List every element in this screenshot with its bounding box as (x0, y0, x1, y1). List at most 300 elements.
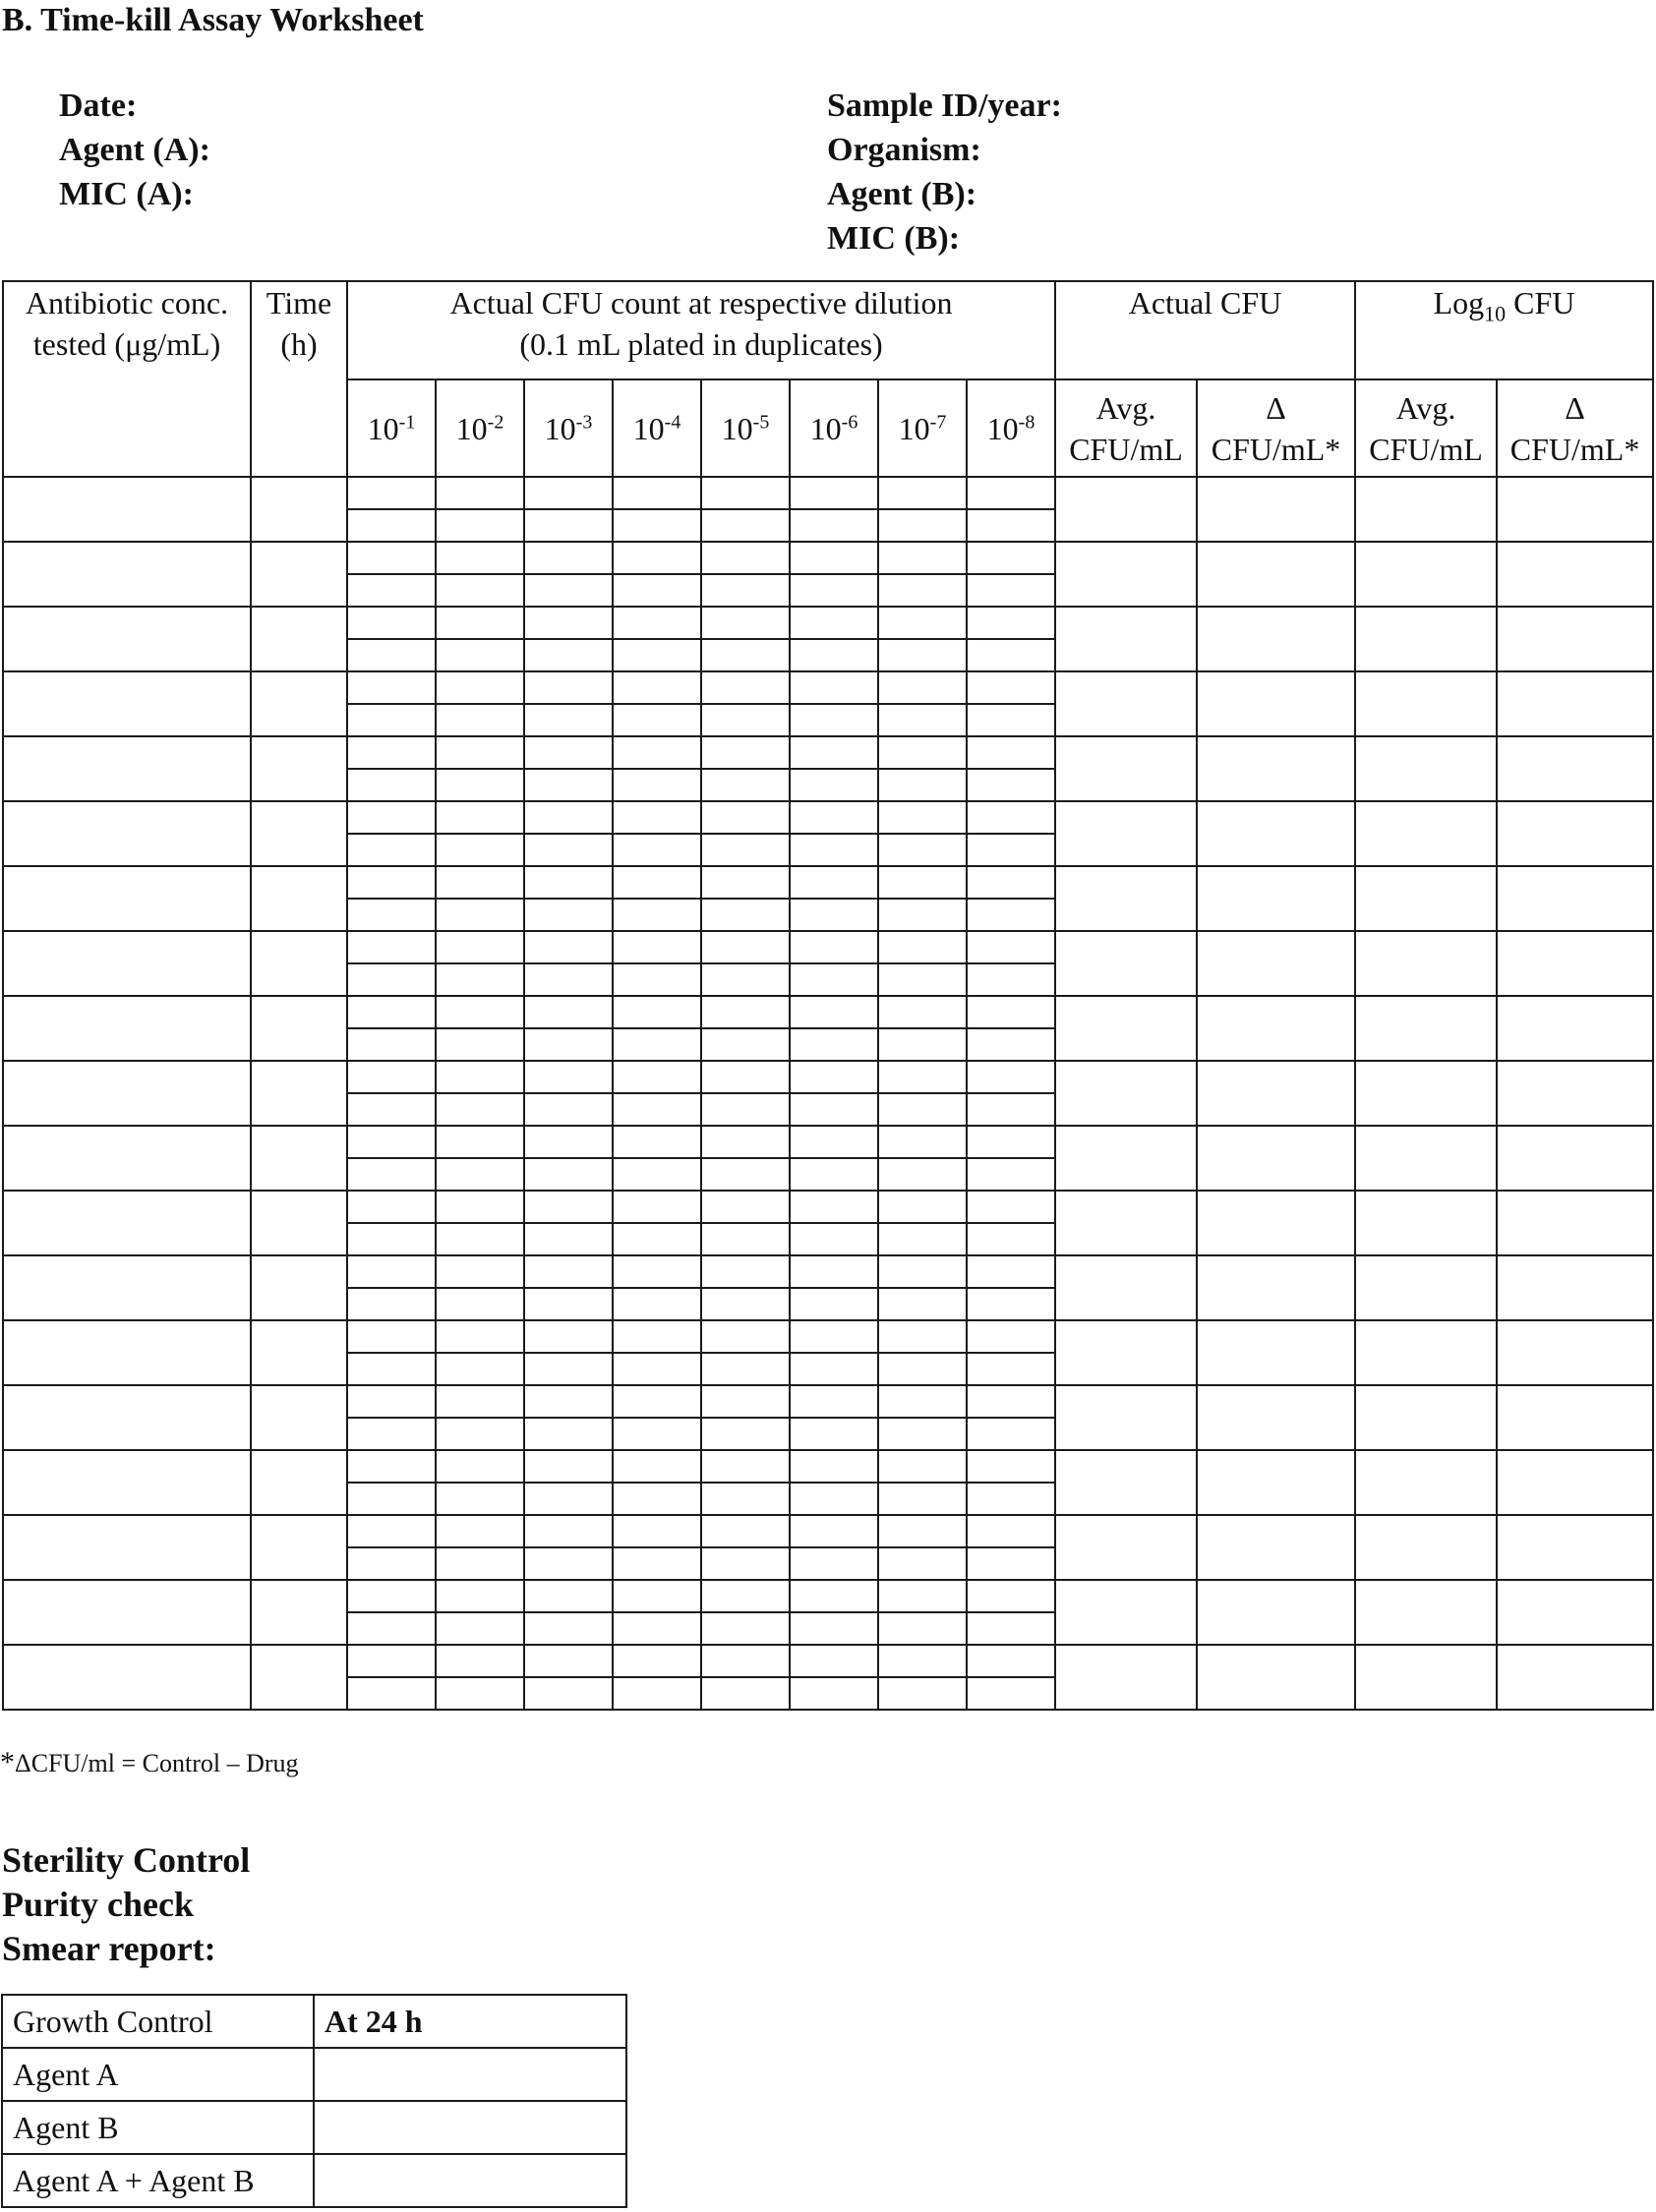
dilution-count-cell[interactable] (878, 1515, 967, 1547)
dilution-count-cell[interactable] (790, 1418, 878, 1450)
dilution-count-cell[interactable] (967, 671, 1055, 704)
dilution-count-cell[interactable] (790, 1385, 878, 1418)
dilution-count-cell[interactable] (347, 509, 436, 542)
dilution-count-cell[interactable] (347, 1093, 436, 1126)
dilution-count-cell[interactable] (967, 1126, 1055, 1158)
avg-cfu-cell[interactable] (1055, 1320, 1197, 1385)
dilution-count-cell[interactable] (967, 769, 1055, 801)
dilution-count-cell[interactable] (967, 1547, 1055, 1580)
dilution-count-cell[interactable] (967, 866, 1055, 899)
growth-row-cell[interactable] (314, 2048, 626, 2101)
log-delta-cfu-cell[interactable] (1497, 996, 1653, 1061)
delta-cfu-cell[interactable] (1197, 931, 1355, 996)
dilution-count-cell[interactable] (347, 1418, 436, 1450)
log-delta-cfu-cell[interactable] (1497, 866, 1653, 931)
dilution-count-cell[interactable] (701, 1483, 790, 1515)
dilution-count-cell[interactable] (347, 542, 436, 574)
dilution-count-cell[interactable] (613, 1418, 701, 1450)
time-cell[interactable] (251, 477, 347, 542)
dilution-count-cell[interactable] (347, 704, 436, 736)
log-delta-cfu-cell[interactable] (1497, 1191, 1653, 1255)
dilution-count-cell[interactable] (790, 834, 878, 866)
dilution-count-cell[interactable] (701, 1061, 790, 1093)
dilution-count-cell[interactable] (613, 1320, 701, 1353)
dilution-count-cell[interactable] (967, 477, 1055, 509)
time-cell[interactable] (251, 1385, 347, 1450)
dilution-count-cell[interactable] (436, 1483, 524, 1515)
dilution-count-cell[interactable] (347, 736, 436, 769)
log-avg-cfu-cell[interactable] (1355, 1191, 1497, 1255)
dilution-count-cell[interactable] (347, 1320, 436, 1353)
dilution-count-cell[interactable] (613, 477, 701, 509)
dilution-count-cell[interactable] (347, 1385, 436, 1418)
avg-cfu-cell[interactable] (1055, 607, 1197, 671)
dilution-count-cell[interactable] (701, 542, 790, 574)
dilution-count-cell[interactable] (701, 1126, 790, 1158)
dilution-count-cell[interactable] (613, 1515, 701, 1547)
dilution-count-cell[interactable] (878, 1126, 967, 1158)
dilution-count-cell[interactable] (878, 801, 967, 834)
dilution-count-cell[interactable] (790, 607, 878, 639)
antibiotic-conc-cell[interactable] (3, 1645, 251, 1710)
dilution-count-cell[interactable] (878, 607, 967, 639)
dilution-count-cell[interactable] (790, 1061, 878, 1093)
log-delta-cfu-cell[interactable] (1497, 1126, 1653, 1191)
dilution-count-cell[interactable] (790, 1450, 878, 1483)
log-avg-cfu-cell[interactable] (1355, 1580, 1497, 1645)
dilution-count-cell[interactable] (347, 1126, 436, 1158)
dilution-count-cell[interactable] (613, 1288, 701, 1320)
dilution-count-cell[interactable] (347, 574, 436, 607)
dilution-count-cell[interactable] (347, 1677, 436, 1710)
log-delta-cfu-cell[interactable] (1497, 1450, 1653, 1515)
dilution-count-cell[interactable] (790, 1126, 878, 1158)
dilution-count-cell[interactable] (347, 996, 436, 1028)
dilution-count-cell[interactable] (347, 1255, 436, 1288)
dilution-count-cell[interactable] (524, 736, 613, 769)
dilution-count-cell[interactable] (967, 1612, 1055, 1645)
time-cell[interactable] (251, 931, 347, 996)
dilution-count-cell[interactable] (790, 736, 878, 769)
antibiotic-conc-cell[interactable] (3, 866, 251, 931)
dilution-count-cell[interactable] (878, 1191, 967, 1223)
dilution-count-cell[interactable] (701, 931, 790, 963)
dilution-count-cell[interactable] (790, 1515, 878, 1547)
dilution-count-cell[interactable] (701, 1093, 790, 1126)
log-avg-cfu-cell[interactable] (1355, 866, 1497, 931)
dilution-count-cell[interactable] (524, 996, 613, 1028)
dilution-count-cell[interactable] (436, 996, 524, 1028)
dilution-count-cell[interactable] (524, 1418, 613, 1450)
dilution-count-cell[interactable] (701, 607, 790, 639)
dilution-count-cell[interactable] (878, 996, 967, 1028)
dilution-count-cell[interactable] (347, 1223, 436, 1255)
delta-cfu-cell[interactable] (1197, 1191, 1355, 1255)
dilution-count-cell[interactable] (790, 996, 878, 1028)
log-avg-cfu-cell[interactable] (1355, 736, 1497, 801)
dilution-count-cell[interactable] (613, 704, 701, 736)
dilution-count-cell[interactable] (790, 1288, 878, 1320)
dilution-count-cell[interactable] (347, 1483, 436, 1515)
dilution-count-cell[interactable] (790, 1255, 878, 1288)
time-cell[interactable] (251, 1320, 347, 1385)
dilution-count-cell[interactable] (701, 1320, 790, 1353)
dilution-count-cell[interactable] (347, 671, 436, 704)
log-delta-cfu-cell[interactable] (1497, 1255, 1653, 1320)
dilution-count-cell[interactable] (967, 1385, 1055, 1418)
dilution-count-cell[interactable] (790, 509, 878, 542)
delta-cfu-cell[interactable] (1197, 1580, 1355, 1645)
dilution-count-cell[interactable] (878, 671, 967, 704)
dilution-count-cell[interactable] (790, 801, 878, 834)
dilution-count-cell[interactable] (790, 1028, 878, 1061)
dilution-count-cell[interactable] (790, 671, 878, 704)
dilution-count-cell[interactable] (701, 1547, 790, 1580)
dilution-count-cell[interactable] (967, 1288, 1055, 1320)
dilution-count-cell[interactable] (436, 1515, 524, 1547)
log-delta-cfu-cell[interactable] (1497, 1645, 1653, 1710)
dilution-count-cell[interactable] (524, 1320, 613, 1353)
dilution-count-cell[interactable] (878, 1353, 967, 1385)
dilution-count-cell[interactable] (524, 607, 613, 639)
dilution-count-cell[interactable] (701, 801, 790, 834)
dilution-count-cell[interactable] (436, 1645, 524, 1677)
dilution-count-cell[interactable] (878, 1158, 967, 1191)
delta-cfu-cell[interactable] (1197, 801, 1355, 866)
dilution-count-cell[interactable] (790, 1191, 878, 1223)
dilution-count-cell[interactable] (967, 931, 1055, 963)
dilution-count-cell[interactable] (347, 1580, 436, 1612)
dilution-count-cell[interactable] (613, 1612, 701, 1645)
dilution-count-cell[interactable] (613, 801, 701, 834)
dilution-count-cell[interactable] (701, 1418, 790, 1450)
dilution-count-cell[interactable] (524, 1158, 613, 1191)
avg-cfu-cell[interactable] (1055, 866, 1197, 931)
delta-cfu-cell[interactable] (1197, 996, 1355, 1061)
dilution-count-cell[interactable] (967, 1483, 1055, 1515)
dilution-count-cell[interactable] (524, 1353, 613, 1385)
dilution-count-cell[interactable] (613, 574, 701, 607)
dilution-count-cell[interactable] (436, 769, 524, 801)
dilution-count-cell[interactable] (436, 1612, 524, 1645)
avg-cfu-cell[interactable] (1055, 801, 1197, 866)
time-cell[interactable] (251, 671, 347, 736)
log-delta-cfu-cell[interactable] (1497, 1061, 1653, 1126)
dilution-count-cell[interactable] (790, 1580, 878, 1612)
avg-cfu-cell[interactable] (1055, 1191, 1197, 1255)
dilution-count-cell[interactable] (436, 1028, 524, 1061)
dilution-count-cell[interactable] (967, 1320, 1055, 1353)
dilution-count-cell[interactable] (878, 1483, 967, 1515)
dilution-count-cell[interactable] (967, 639, 1055, 671)
dilution-count-cell[interactable] (436, 477, 524, 509)
dilution-count-cell[interactable] (878, 1093, 967, 1126)
log-avg-cfu-cell[interactable] (1355, 671, 1497, 736)
dilution-count-cell[interactable] (436, 931, 524, 963)
dilution-count-cell[interactable] (613, 1483, 701, 1515)
delta-cfu-cell[interactable] (1197, 736, 1355, 801)
delta-cfu-cell[interactable] (1197, 477, 1355, 542)
dilution-count-cell[interactable] (613, 1061, 701, 1093)
dilution-count-cell[interactable] (790, 1547, 878, 1580)
antibiotic-conc-cell[interactable] (3, 1515, 251, 1580)
dilution-count-cell[interactable] (701, 1677, 790, 1710)
dilution-count-cell[interactable] (790, 931, 878, 963)
dilution-count-cell[interactable] (878, 834, 967, 866)
dilution-count-cell[interactable] (967, 1191, 1055, 1223)
delta-cfu-cell[interactable] (1197, 542, 1355, 607)
dilution-count-cell[interactable] (436, 1677, 524, 1710)
time-cell[interactable] (251, 996, 347, 1061)
time-cell[interactable] (251, 1255, 347, 1320)
dilution-count-cell[interactable] (524, 834, 613, 866)
dilution-count-cell[interactable] (436, 1547, 524, 1580)
dilution-count-cell[interactable] (436, 704, 524, 736)
dilution-count-cell[interactable] (701, 996, 790, 1028)
time-cell[interactable] (251, 1191, 347, 1255)
avg-cfu-cell[interactable] (1055, 931, 1197, 996)
dilution-count-cell[interactable] (790, 1353, 878, 1385)
dilution-count-cell[interactable] (878, 1580, 967, 1612)
log-delta-cfu-cell[interactable] (1497, 1320, 1653, 1385)
dilution-count-cell[interactable] (878, 1320, 967, 1353)
dilution-count-cell[interactable] (967, 1645, 1055, 1677)
dilution-count-cell[interactable] (878, 1677, 967, 1710)
dilution-count-cell[interactable] (436, 1418, 524, 1450)
dilution-count-cell[interactable] (436, 542, 524, 574)
dilution-count-cell[interactable] (436, 899, 524, 931)
log-avg-cfu-cell[interactable] (1355, 477, 1497, 542)
dilution-count-cell[interactable] (701, 1450, 790, 1483)
delta-cfu-cell[interactable] (1197, 1255, 1355, 1320)
dilution-count-cell[interactable] (436, 801, 524, 834)
dilution-count-cell[interactable] (347, 639, 436, 671)
dilution-count-cell[interactable] (701, 736, 790, 769)
antibiotic-conc-cell[interactable] (3, 801, 251, 866)
dilution-count-cell[interactable] (613, 899, 701, 931)
dilution-count-cell[interactable] (524, 704, 613, 736)
dilution-count-cell[interactable] (347, 1061, 436, 1093)
dilution-count-cell[interactable] (878, 769, 967, 801)
dilution-count-cell[interactable] (347, 931, 436, 963)
dilution-count-cell[interactable] (613, 509, 701, 542)
dilution-count-cell[interactable] (967, 963, 1055, 996)
dilution-count-cell[interactable] (967, 1515, 1055, 1547)
dilution-count-cell[interactable] (701, 1255, 790, 1288)
dilution-count-cell[interactable] (347, 1288, 436, 1320)
time-cell[interactable] (251, 1515, 347, 1580)
dilution-count-cell[interactable] (613, 1385, 701, 1418)
delta-cfu-cell[interactable] (1197, 1126, 1355, 1191)
dilution-count-cell[interactable] (967, 704, 1055, 736)
log-delta-cfu-cell[interactable] (1497, 1385, 1653, 1450)
dilution-count-cell[interactable] (436, 834, 524, 866)
dilution-count-cell[interactable] (613, 866, 701, 899)
dilution-count-cell[interactable] (436, 1288, 524, 1320)
dilution-count-cell[interactable] (878, 1028, 967, 1061)
dilution-count-cell[interactable] (436, 736, 524, 769)
dilution-count-cell[interactable] (701, 1028, 790, 1061)
dilution-count-cell[interactable] (436, 509, 524, 542)
dilution-count-cell[interactable] (436, 963, 524, 996)
dilution-count-cell[interactable] (967, 1353, 1055, 1385)
dilution-count-cell[interactable] (613, 931, 701, 963)
dilution-count-cell[interactable] (790, 1677, 878, 1710)
dilution-count-cell[interactable] (967, 1418, 1055, 1450)
antibiotic-conc-cell[interactable] (3, 996, 251, 1061)
avg-cfu-cell[interactable] (1055, 1580, 1197, 1645)
dilution-count-cell[interactable] (701, 1223, 790, 1255)
delta-cfu-cell[interactable] (1197, 1450, 1355, 1515)
dilution-count-cell[interactable] (524, 1126, 613, 1158)
dilution-count-cell[interactable] (613, 1093, 701, 1126)
dilution-count-cell[interactable] (878, 1547, 967, 1580)
log-avg-cfu-cell[interactable] (1355, 1450, 1497, 1515)
antibiotic-conc-cell[interactable] (3, 1320, 251, 1385)
dilution-count-cell[interactable] (967, 1677, 1055, 1710)
dilution-count-cell[interactable] (967, 1255, 1055, 1288)
dilution-count-cell[interactable] (878, 1385, 967, 1418)
dilution-count-cell[interactable] (347, 1547, 436, 1580)
dilution-count-cell[interactable] (790, 704, 878, 736)
avg-cfu-cell[interactable] (1055, 1515, 1197, 1580)
avg-cfu-cell[interactable] (1055, 996, 1197, 1061)
dilution-count-cell[interactable] (701, 1515, 790, 1547)
dilution-count-cell[interactable] (701, 1612, 790, 1645)
log-delta-cfu-cell[interactable] (1497, 607, 1653, 671)
dilution-count-cell[interactable] (436, 639, 524, 671)
dilution-count-cell[interactable] (613, 542, 701, 574)
dilution-count-cell[interactable] (524, 1580, 613, 1612)
dilution-count-cell[interactable] (790, 769, 878, 801)
avg-cfu-cell[interactable] (1055, 1061, 1197, 1126)
dilution-count-cell[interactable] (613, 1223, 701, 1255)
dilution-count-cell[interactable] (878, 963, 967, 996)
log-avg-cfu-cell[interactable] (1355, 996, 1497, 1061)
avg-cfu-cell[interactable] (1055, 736, 1197, 801)
dilution-count-cell[interactable] (790, 1158, 878, 1191)
dilution-count-cell[interactable] (790, 1645, 878, 1677)
dilution-count-cell[interactable] (790, 1483, 878, 1515)
dilution-count-cell[interactable] (613, 639, 701, 671)
log-avg-cfu-cell[interactable] (1355, 1515, 1497, 1580)
dilution-count-cell[interactable] (613, 1580, 701, 1612)
dilution-count-cell[interactable] (436, 1580, 524, 1612)
antibiotic-conc-cell[interactable] (3, 1061, 251, 1126)
dilution-count-cell[interactable] (878, 1288, 967, 1320)
log-delta-cfu-cell[interactable] (1497, 736, 1653, 801)
dilution-count-cell[interactable] (347, 834, 436, 866)
dilution-count-cell[interactable] (701, 704, 790, 736)
avg-cfu-cell[interactable] (1055, 1126, 1197, 1191)
dilution-count-cell[interactable] (878, 1255, 967, 1288)
dilution-count-cell[interactable] (701, 509, 790, 542)
dilution-count-cell[interactable] (790, 574, 878, 607)
dilution-count-cell[interactable] (347, 801, 436, 834)
dilution-count-cell[interactable] (524, 1093, 613, 1126)
time-cell[interactable] (251, 866, 347, 931)
dilution-count-cell[interactable] (524, 1288, 613, 1320)
avg-cfu-cell[interactable] (1055, 542, 1197, 607)
dilution-count-cell[interactable] (790, 866, 878, 899)
dilution-count-cell[interactable] (436, 607, 524, 639)
dilution-count-cell[interactable] (347, 866, 436, 899)
dilution-count-cell[interactable] (613, 1158, 701, 1191)
dilution-count-cell[interactable] (878, 477, 967, 509)
dilution-count-cell[interactable] (524, 542, 613, 574)
dilution-count-cell[interactable] (701, 1353, 790, 1385)
dilution-count-cell[interactable] (613, 834, 701, 866)
avg-cfu-cell[interactable] (1055, 1255, 1197, 1320)
antibiotic-conc-cell[interactable] (3, 1126, 251, 1191)
log-delta-cfu-cell[interactable] (1497, 801, 1653, 866)
dilution-count-cell[interactable] (524, 477, 613, 509)
dilution-count-cell[interactable] (613, 736, 701, 769)
dilution-count-cell[interactable] (790, 542, 878, 574)
dilution-count-cell[interactable] (347, 1450, 436, 1483)
dilution-count-cell[interactable] (878, 736, 967, 769)
dilution-count-cell[interactable] (701, 1158, 790, 1191)
delta-cfu-cell[interactable] (1197, 671, 1355, 736)
dilution-count-cell[interactable] (524, 1645, 613, 1677)
log-delta-cfu-cell[interactable] (1497, 542, 1653, 607)
dilution-count-cell[interactable] (524, 1547, 613, 1580)
time-cell[interactable] (251, 1645, 347, 1710)
dilution-count-cell[interactable] (347, 1028, 436, 1061)
dilution-count-cell[interactable] (878, 931, 967, 963)
dilution-count-cell[interactable] (878, 1612, 967, 1645)
time-cell[interactable] (251, 1580, 347, 1645)
dilution-count-cell[interactable] (436, 1191, 524, 1223)
dilution-count-cell[interactable] (436, 1450, 524, 1483)
dilution-count-cell[interactable] (878, 1418, 967, 1450)
antibiotic-conc-cell[interactable] (3, 736, 251, 801)
growth-row-cell[interactable] (314, 2154, 626, 2207)
dilution-count-cell[interactable] (347, 963, 436, 996)
dilution-count-cell[interactable] (436, 671, 524, 704)
dilution-count-cell[interactable] (790, 1093, 878, 1126)
dilution-count-cell[interactable] (701, 1385, 790, 1418)
dilution-count-cell[interactable] (436, 1093, 524, 1126)
time-cell[interactable] (251, 801, 347, 866)
dilution-count-cell[interactable] (967, 1028, 1055, 1061)
dilution-count-cell[interactable] (967, 736, 1055, 769)
dilution-count-cell[interactable] (347, 1515, 436, 1547)
antibiotic-conc-cell[interactable] (3, 1255, 251, 1320)
dilution-count-cell[interactable] (878, 1450, 967, 1483)
dilution-count-cell[interactable] (967, 1450, 1055, 1483)
delta-cfu-cell[interactable] (1197, 1515, 1355, 1580)
time-cell[interactable] (251, 542, 347, 607)
dilution-count-cell[interactable] (347, 477, 436, 509)
time-cell[interactable] (251, 1126, 347, 1191)
dilution-count-cell[interactable] (436, 1126, 524, 1158)
dilution-count-cell[interactable] (701, 899, 790, 931)
dilution-count-cell[interactable] (347, 769, 436, 801)
dilution-count-cell[interactable] (613, 1547, 701, 1580)
antibiotic-conc-cell[interactable] (3, 1385, 251, 1450)
dilution-count-cell[interactable] (524, 1612, 613, 1645)
dilution-count-cell[interactable] (347, 607, 436, 639)
dilution-count-cell[interactable] (436, 1061, 524, 1093)
dilution-count-cell[interactable] (967, 1223, 1055, 1255)
dilution-count-cell[interactable] (878, 899, 967, 931)
dilution-count-cell[interactable] (524, 1450, 613, 1483)
dilution-count-cell[interactable] (524, 574, 613, 607)
dilution-count-cell[interactable] (878, 1223, 967, 1255)
time-cell[interactable] (251, 736, 347, 801)
dilution-count-cell[interactable] (524, 1191, 613, 1223)
